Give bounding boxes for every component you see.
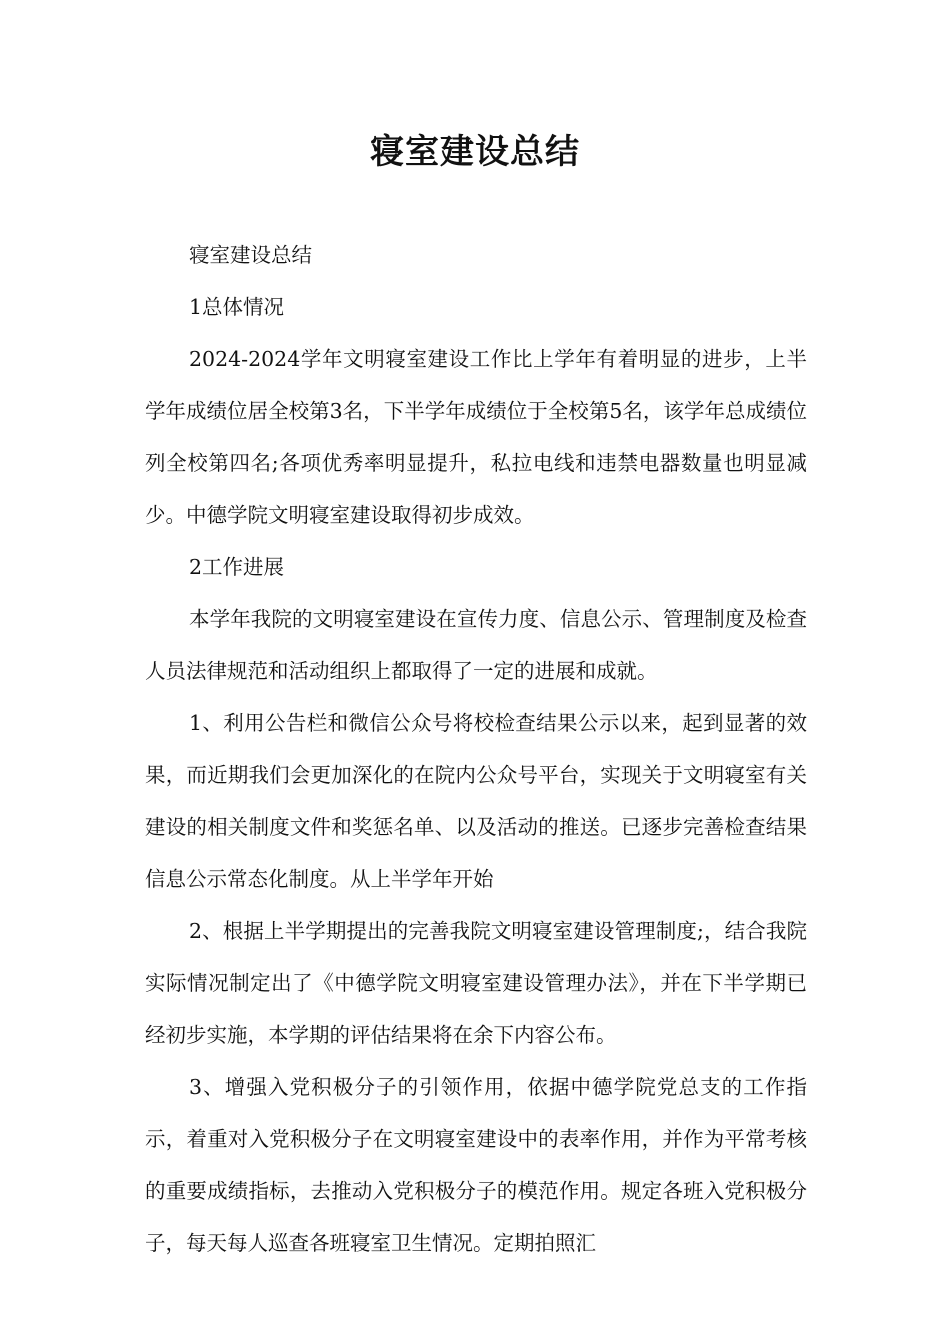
paragraph-overview: 2024-2024学年文明寝室建设工作比上学年有着明显的进步，上半学年成绩位居全校第3名，下半学年成绩位于全校第5名，该学年总成绩位列全校第四名;各项优秀率明显提升，私拉电线和违禁电器数量也明显减少。中德学院文明寝室建设取得初步成效。 <box>145 347 807 527</box>
paragraph-item-1: 1、利用公告栏和微信公众号将校检查结果公示以来，起到显著的效果，而近期我们会更加深化的在院内公众号平台，实现关于文明寝室有关建设的相关制度文件和奖惩名单、以及活动的推送。已逐步完善检查结果信息公示常态化制度。从上半学年开始 <box>145 711 807 891</box>
document-title: 寝室建设总结 <box>370 132 580 172</box>
paragraph-item-2: 2、根据上半学期提出的完善我院文明寝室建设管理制度;，结合我院实际情况制定出了《中德学院文明寝室建设管理办法》，并在下半学期已经初步实施，本学期的评估结果将在余下内容公布。 <box>145 919 807 1047</box>
document-body <box>145 229 807 1269</box>
paragraph-item-3: 3、增强入党积极分子的引领作用，依据中德学院党总支的工作指示，着重对入党积极分子在文明寝室建设中的表率作用，并作为平常考核的重要成绩指标，去推动入党积极分子的模范作用。规定各班入党积极分子，每天每人巡查各班寝室卫生情况。定期拍照汇 <box>145 1075 807 1255</box>
section-1-heading: 1总体情况 <box>189 295 285 319</box>
paragraph-heading: 寝室建设总结 <box>189 243 312 267</box>
paragraph-progress-intro: 本学年我院的文明寝室建设在宣传力度、信息公示、管理制度及检查人员法律规范和活动组织上都取得了一定的进展和成就。 <box>145 607 807 683</box>
section-2-heading: 2工作进展 <box>189 555 285 579</box>
